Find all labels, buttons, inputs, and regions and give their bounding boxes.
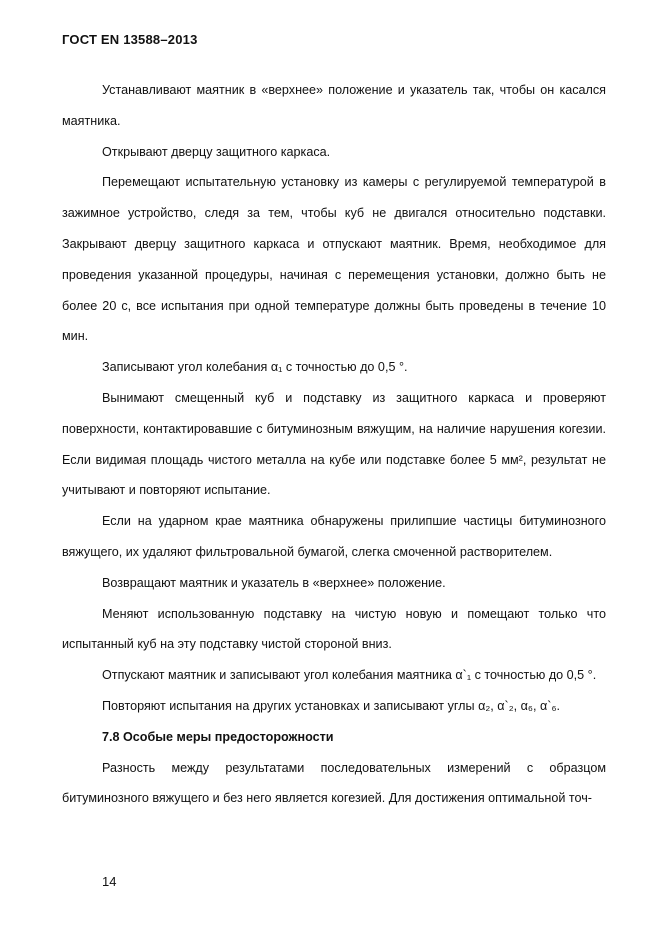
paragraph-8: Меняют использованную подставку на чистую новую и помещают только что испытанный куб на эту подставку чистой стороной вниз. bbox=[62, 606, 606, 652]
paragraph-10: Повторяют испытания на других установках и записывают углы α₂, α`₂, α₆, α`₆. bbox=[102, 698, 561, 713]
section-paragraph: Разность между результатами последовательных измерений с образцом битуминозного вяжущего и без него является когезией. Для достижения оптимальной точ- bbox=[62, 760, 606, 806]
paragraph-5: Вынимают смещенный куб и подставку из защитного каркаса и проверяют поверхности, контактировавшие с битуминозным вяжущим, на наличие нарушения когезии. Если видимая площадь чистого металла на кубе или подставке более 5 мм², результат не учитывают и повторяют испытание. bbox=[62, 390, 606, 498]
paragraph-9: Отпускают маятник и записывают угол колебания маятника α`₁ с точностью до 0,5 °. bbox=[102, 668, 597, 683]
paragraph-1: Устанавливают маятник в «верхнее» положение и указатель так, чтобы он касался маятника. bbox=[62, 83, 606, 128]
body-text bbox=[62, 75, 606, 814]
document-header: ГОСТ EN 13588–2013 bbox=[62, 32, 198, 47]
paragraph-6: Если на ударном крае маятника обнаружены прилипшие частицы битуминозного вяжущего, их удаляют фильтровальной бумагой, слегка смоченной растворителем. bbox=[62, 514, 606, 559]
page-number: 14 bbox=[102, 874, 117, 889]
section-heading: 7.8 Особые меры предосторожности bbox=[102, 729, 334, 744]
paragraph-2: Открывают дверцу защитного каркаса. bbox=[102, 144, 331, 159]
paragraph-7: Возвращают маятник и указатель в «верхнее» положение. bbox=[102, 575, 446, 590]
paragraph-3: Перемещают испытательную установку из камеры с регулируемой температурой в зажимное устройство, следя за тем, чтобы куб не двигался относительно подставки. Закрывают дверцу защитного каркаса и отпускают маятник. Время, необходимое для проведения указанной процедуры, начиная с перемещения установки, должно быть не более 20 с, все испытания при одной температуре должны быть проведены в течение 10 мин. bbox=[62, 175, 606, 344]
paragraph-4: Записывают угол колебания α₁ с точностью до 0,5 °. bbox=[102, 360, 408, 375]
